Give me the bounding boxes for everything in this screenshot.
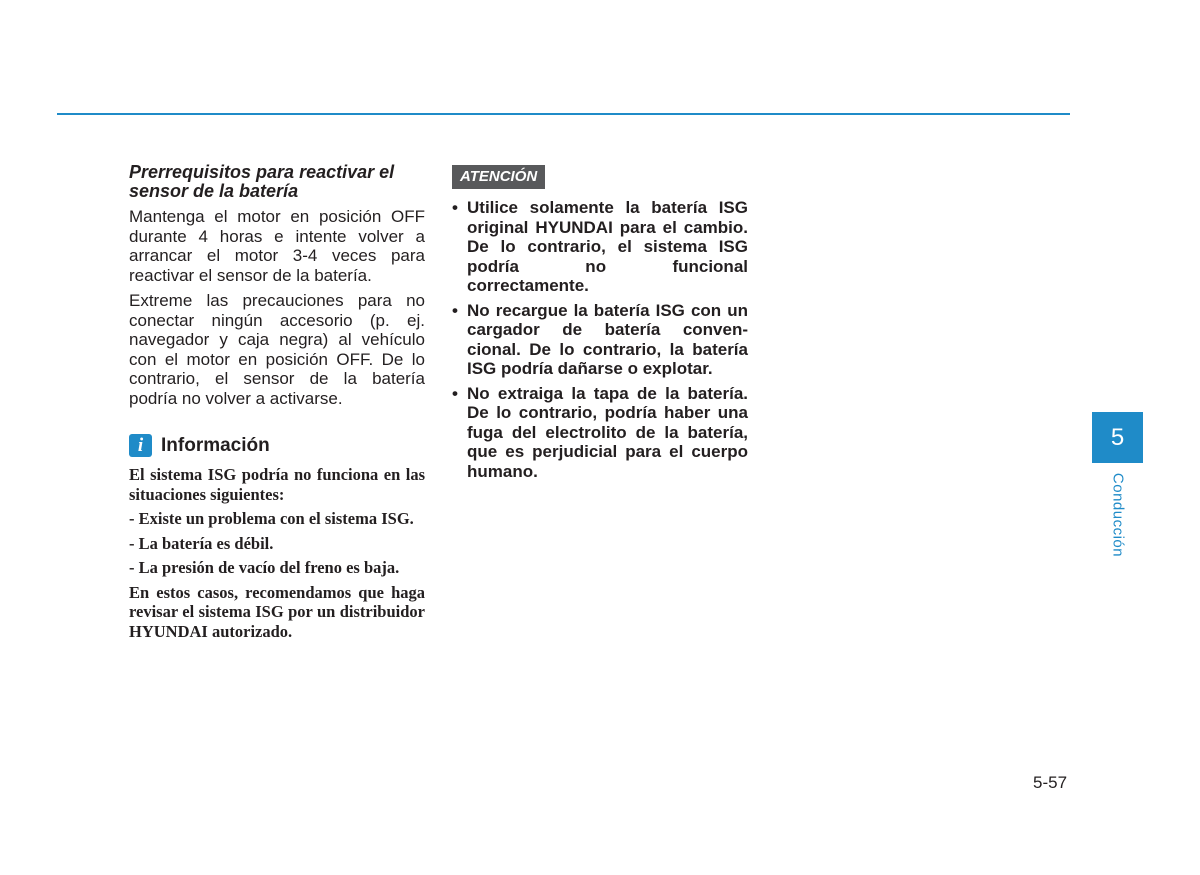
caution-list: [452, 198, 748, 481]
header-rule: [57, 113, 1070, 115]
right-column: [452, 165, 748, 486]
info-list-item: - Existe un problema con el sistema ISG.: [129, 509, 414, 528]
caution-label: ATENCIÓN: [452, 165, 545, 189]
info-header: [129, 434, 425, 457]
chapter-name: Conducción: [1109, 472, 1127, 558]
page-number: 5-57: [1033, 773, 1068, 792]
info-closing: En estos casos, recomendamos que haga revisar el sistema ISG por un distribuidor HYUNDAI autorizado.: [129, 582, 425, 641]
caution-item: • Utilice solamente la batería ISG original HYUNDAI para el cambio. De lo contrario, el sistema ISG podría no funcional correctamente.: [452, 198, 748, 296]
info-title: Información: [161, 434, 270, 456]
info-list-item: - La presión de vacío del freno es baja.: [129, 558, 400, 577]
left-column: [129, 160, 425, 646]
info-list: [129, 509, 425, 578]
info-intro: El sistema ISG podría no funciona en las situaciones siguientes:: [129, 465, 425, 504]
info-icon: i: [129, 434, 152, 457]
chapter-number-tab: 5: [1092, 412, 1143, 463]
info-list-item: - La batería es débil.: [129, 533, 274, 553]
section-heading: Prerrequisitos para reactivar el sensor de la batería: [129, 162, 395, 201]
paragraph-reactivate: Mantenga el motor en posición OFF durante 4 horas e intente volver a arrancar el motor 3-4 veces para reactivar el sensor de la batería.: [129, 207, 425, 285]
paragraph-precautions: Extreme las precauciones para no conectar ningún accesorio (p. ej. navegador y caja negra) al vehículo con el motor en posición OFF. De lo contrario, el sensor de la batería podría no volver a activarse.: [129, 291, 425, 408]
caution-item: • No extraiga la tapa de la batería. De lo contrario, podría haber una fuga del electrolito de la batería, que es perjudicial para el cuerpo humano.: [452, 384, 748, 482]
info-box: [129, 434, 425, 641]
caution-item: • No recargue la batería ISG con un cargador de batería conven-cional. De lo contrario, la batería ISG podría dañarse o explotar.: [452, 301, 748, 379]
